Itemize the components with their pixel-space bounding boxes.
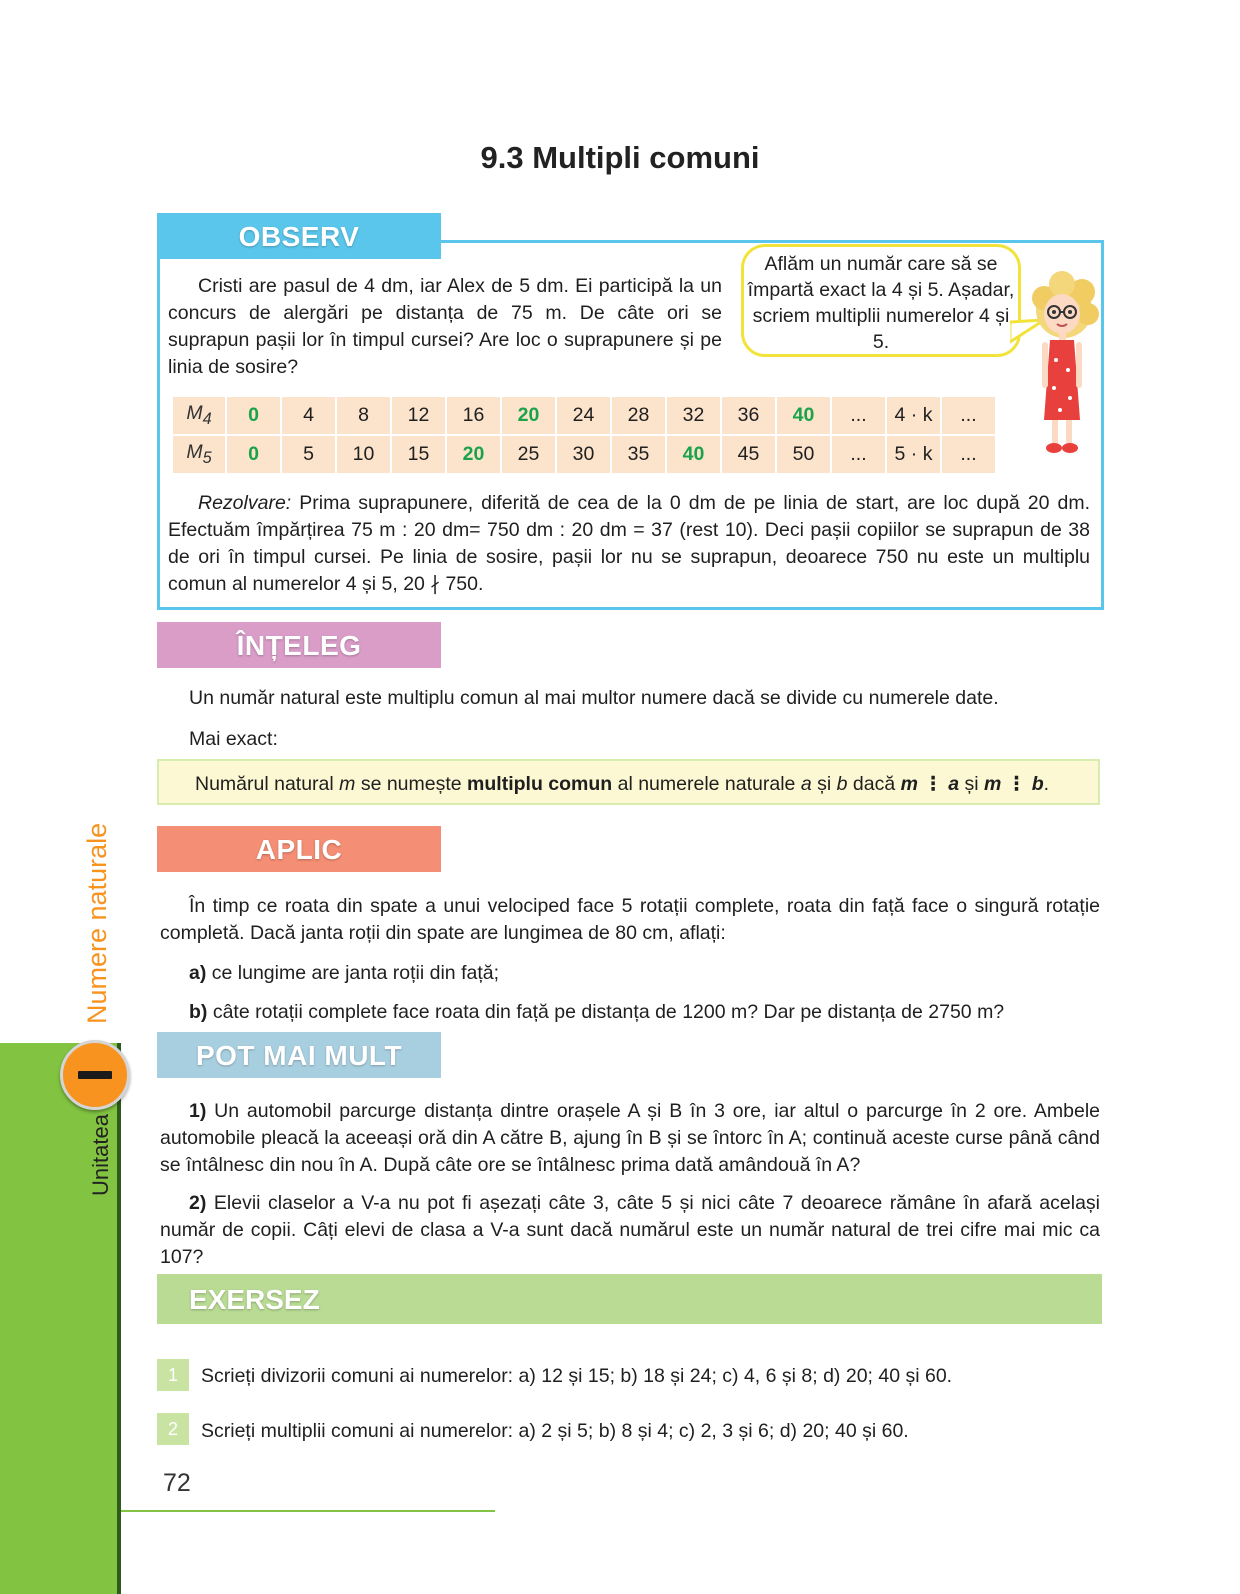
table-cell: 5 · k: [887, 436, 940, 473]
aplic-item-b: [189, 999, 1004, 1026]
table-cell: 28: [612, 397, 665, 434]
page-title: 9.3 Multipli comuni: [480, 140, 760, 175]
def-condition: m ⋮ a: [900, 773, 960, 795]
aplic-item-a: [189, 960, 499, 987]
definition-box: [157, 759, 1100, 805]
item-text: ce lungime are janta roții din față;: [206, 962, 500, 984]
table-cell: 4 · k: [887, 397, 940, 434]
table-cell: 25: [502, 436, 555, 473]
def-var-b: b: [836, 773, 848, 795]
table-cell: 4: [282, 397, 335, 434]
table-cell: 45: [722, 436, 775, 473]
aplic-text: [160, 893, 1100, 947]
unit-numeral-icon: [78, 1071, 112, 1079]
unit-badge: [60, 1040, 130, 1110]
aplic-header: APLIC: [157, 826, 441, 872]
table-cell: 30: [557, 436, 610, 473]
def-text: și: [959, 773, 985, 795]
observ-header: OBSERV: [157, 213, 441, 259]
inteleg-header: ÎNȚELEG: [157, 622, 441, 668]
table-cell: 40: [667, 436, 720, 473]
pot-problem-2: [160, 1190, 1100, 1271]
table-cell: ...: [832, 436, 885, 473]
problem-text: Un automobil parcurge distanța dintre orașele A și B în 3 ore, iar altul o parcurge în 2 ore. Ambele automobile pleacă la aceeași oră din A către B, ajung în B și se întorc în A; continuă aceste curse până când se întâlnesc din nou în A. După câte ore se întâlnesc prima dată amândouă în A?: [160, 1100, 1100, 1176]
table-cell: 20: [447, 436, 500, 473]
chapter-title: Numere naturale: [82, 822, 112, 1024]
table-cell: 32: [667, 397, 720, 434]
def-var-m: m: [339, 773, 356, 795]
table-cell: 12: [392, 397, 445, 434]
table-row-m4: [173, 397, 995, 434]
table-cell: 16: [447, 397, 500, 434]
table-cell: 40: [777, 397, 830, 434]
row-label-m4: $M_4$: [173, 397, 225, 434]
table-cell: ...: [942, 436, 995, 473]
table-cell: 36: [722, 397, 775, 434]
table-row-m5: [173, 436, 995, 473]
table-cell: 10: [337, 436, 390, 473]
item-text: câte rotații complete face roata din față pe distanța de 1200 m? Dar pe distanța de 2750 m?: [207, 1001, 1005, 1023]
def-term: multiplu comun: [467, 773, 613, 795]
def-text: și: [811, 773, 837, 795]
def-text: al numerele naturale: [612, 773, 801, 795]
table-cell: 0: [227, 397, 280, 434]
def-text: dacă: [847, 773, 901, 795]
observ-problem: [168, 273, 722, 381]
problem-number: 2): [189, 1192, 207, 1214]
aplic-text-body: În timp ce roata din spate a unui velociped face 5 rotații complete, roata din față face o singură rotație completă. Dacă janta roții din spate are lungimea de 80 cm, aflați:: [160, 895, 1100, 944]
def-condition: m ⋮ b: [984, 773, 1044, 795]
observ-solution: [168, 490, 1090, 598]
exercise-1: Scrieți divizorii comuni ai numerelor: a) 12 și 15; b) 18 și 24; c) 4, 6 și 8; d) 20; 40 și 60.: [201, 1365, 953, 1387]
table-cell: 50: [777, 436, 830, 473]
table-cell: 8: [337, 397, 390, 434]
multiples-table: [171, 395, 997, 475]
exercise-number-2: 2: [157, 1413, 189, 1445]
girl-illustration-icon: [1030, 270, 1102, 458]
problem-number: 1): [189, 1100, 207, 1122]
speech-bubble: Aflăm un număr care să se împartă exact la 4 și 5. Așadar, scriem multiplii numerelor 4 și 5.: [741, 244, 1021, 357]
solution-label: Rezolvare:: [198, 492, 292, 514]
table-cell: ...: [832, 397, 885, 434]
exercise-number-1: 1: [157, 1359, 189, 1391]
problem-text: Elevii claselor a V-a nu pot fi așezați câte 3, câte 5 și nici câte 7 deoarece rămâne în afară același număr de copii. Câți elevi de clasa a V-a sunt dacă numărul este un număr natural de trei cifre mai mic ca 107?: [160, 1192, 1100, 1268]
unit-label: Unitatea: [88, 1114, 113, 1196]
item-label: a): [189, 962, 207, 984]
solution-text: Prima suprapunere, diferită de cea de la 0 dm de pe linia de start, are loc după 20 dm. Efectuăm împărțirea 75 m : 20 dm= 750 dm : 20 dm = 37 (rest 10). Deci pașii copiilor se suprapun de 38 de ori în timpul cursei. Pe linia de sosire, pașii lor nu se suprapun, deoarece 750 nu este un multiplu comun al numerelor 4 și 5, 20 ∤ 750.: [168, 492, 1090, 595]
inteleg-text: Un număr natural este multiplu comun al mai multor numere dacă se divide cu numerele date.: [189, 687, 999, 709]
pot-problem-1: [160, 1098, 1100, 1179]
footer-rule: [117, 1510, 495, 1512]
def-var-a: a: [800, 773, 812, 795]
table-cell: 15: [392, 436, 445, 473]
item-label: b): [189, 1001, 208, 1023]
def-text: se numește: [355, 773, 468, 795]
page-number: 72: [163, 1469, 191, 1497]
table-cell: ...: [942, 397, 995, 434]
table-cell: 0: [227, 436, 280, 473]
table-cell: 35: [612, 436, 665, 473]
table-cell: 5: [282, 436, 335, 473]
pot-header: POT MAI MULT: [157, 1032, 441, 1078]
inteleg-more: Mai exact:: [189, 728, 278, 750]
def-text: .: [1043, 773, 1050, 795]
sidebar-rule: [117, 1043, 121, 1594]
def-text: Numărul natural: [195, 773, 340, 795]
table-cell: 24: [557, 397, 610, 434]
exersez-header: EXERSEZ: [189, 1284, 320, 1315]
row-label-m5: $M_5$: [173, 436, 225, 473]
exercise-2: Scrieți multiplii comuni ai numerelor: a) 2 și 5; b) 8 și 4; c) 2, 3 și 6; d) 20; 40 și 60.: [201, 1420, 909, 1442]
table-cell: 20: [502, 397, 555, 434]
observ-problem-text: Cristi are pasul de 4 dm, iar Alex de 5 dm. Ei participă la un concurs de alergări pe distanța de 75 m. De câte ori se suprapun pașii lor în timpul cursei? Are loc o suprapunere și pe linia de sosire?: [168, 275, 722, 378]
